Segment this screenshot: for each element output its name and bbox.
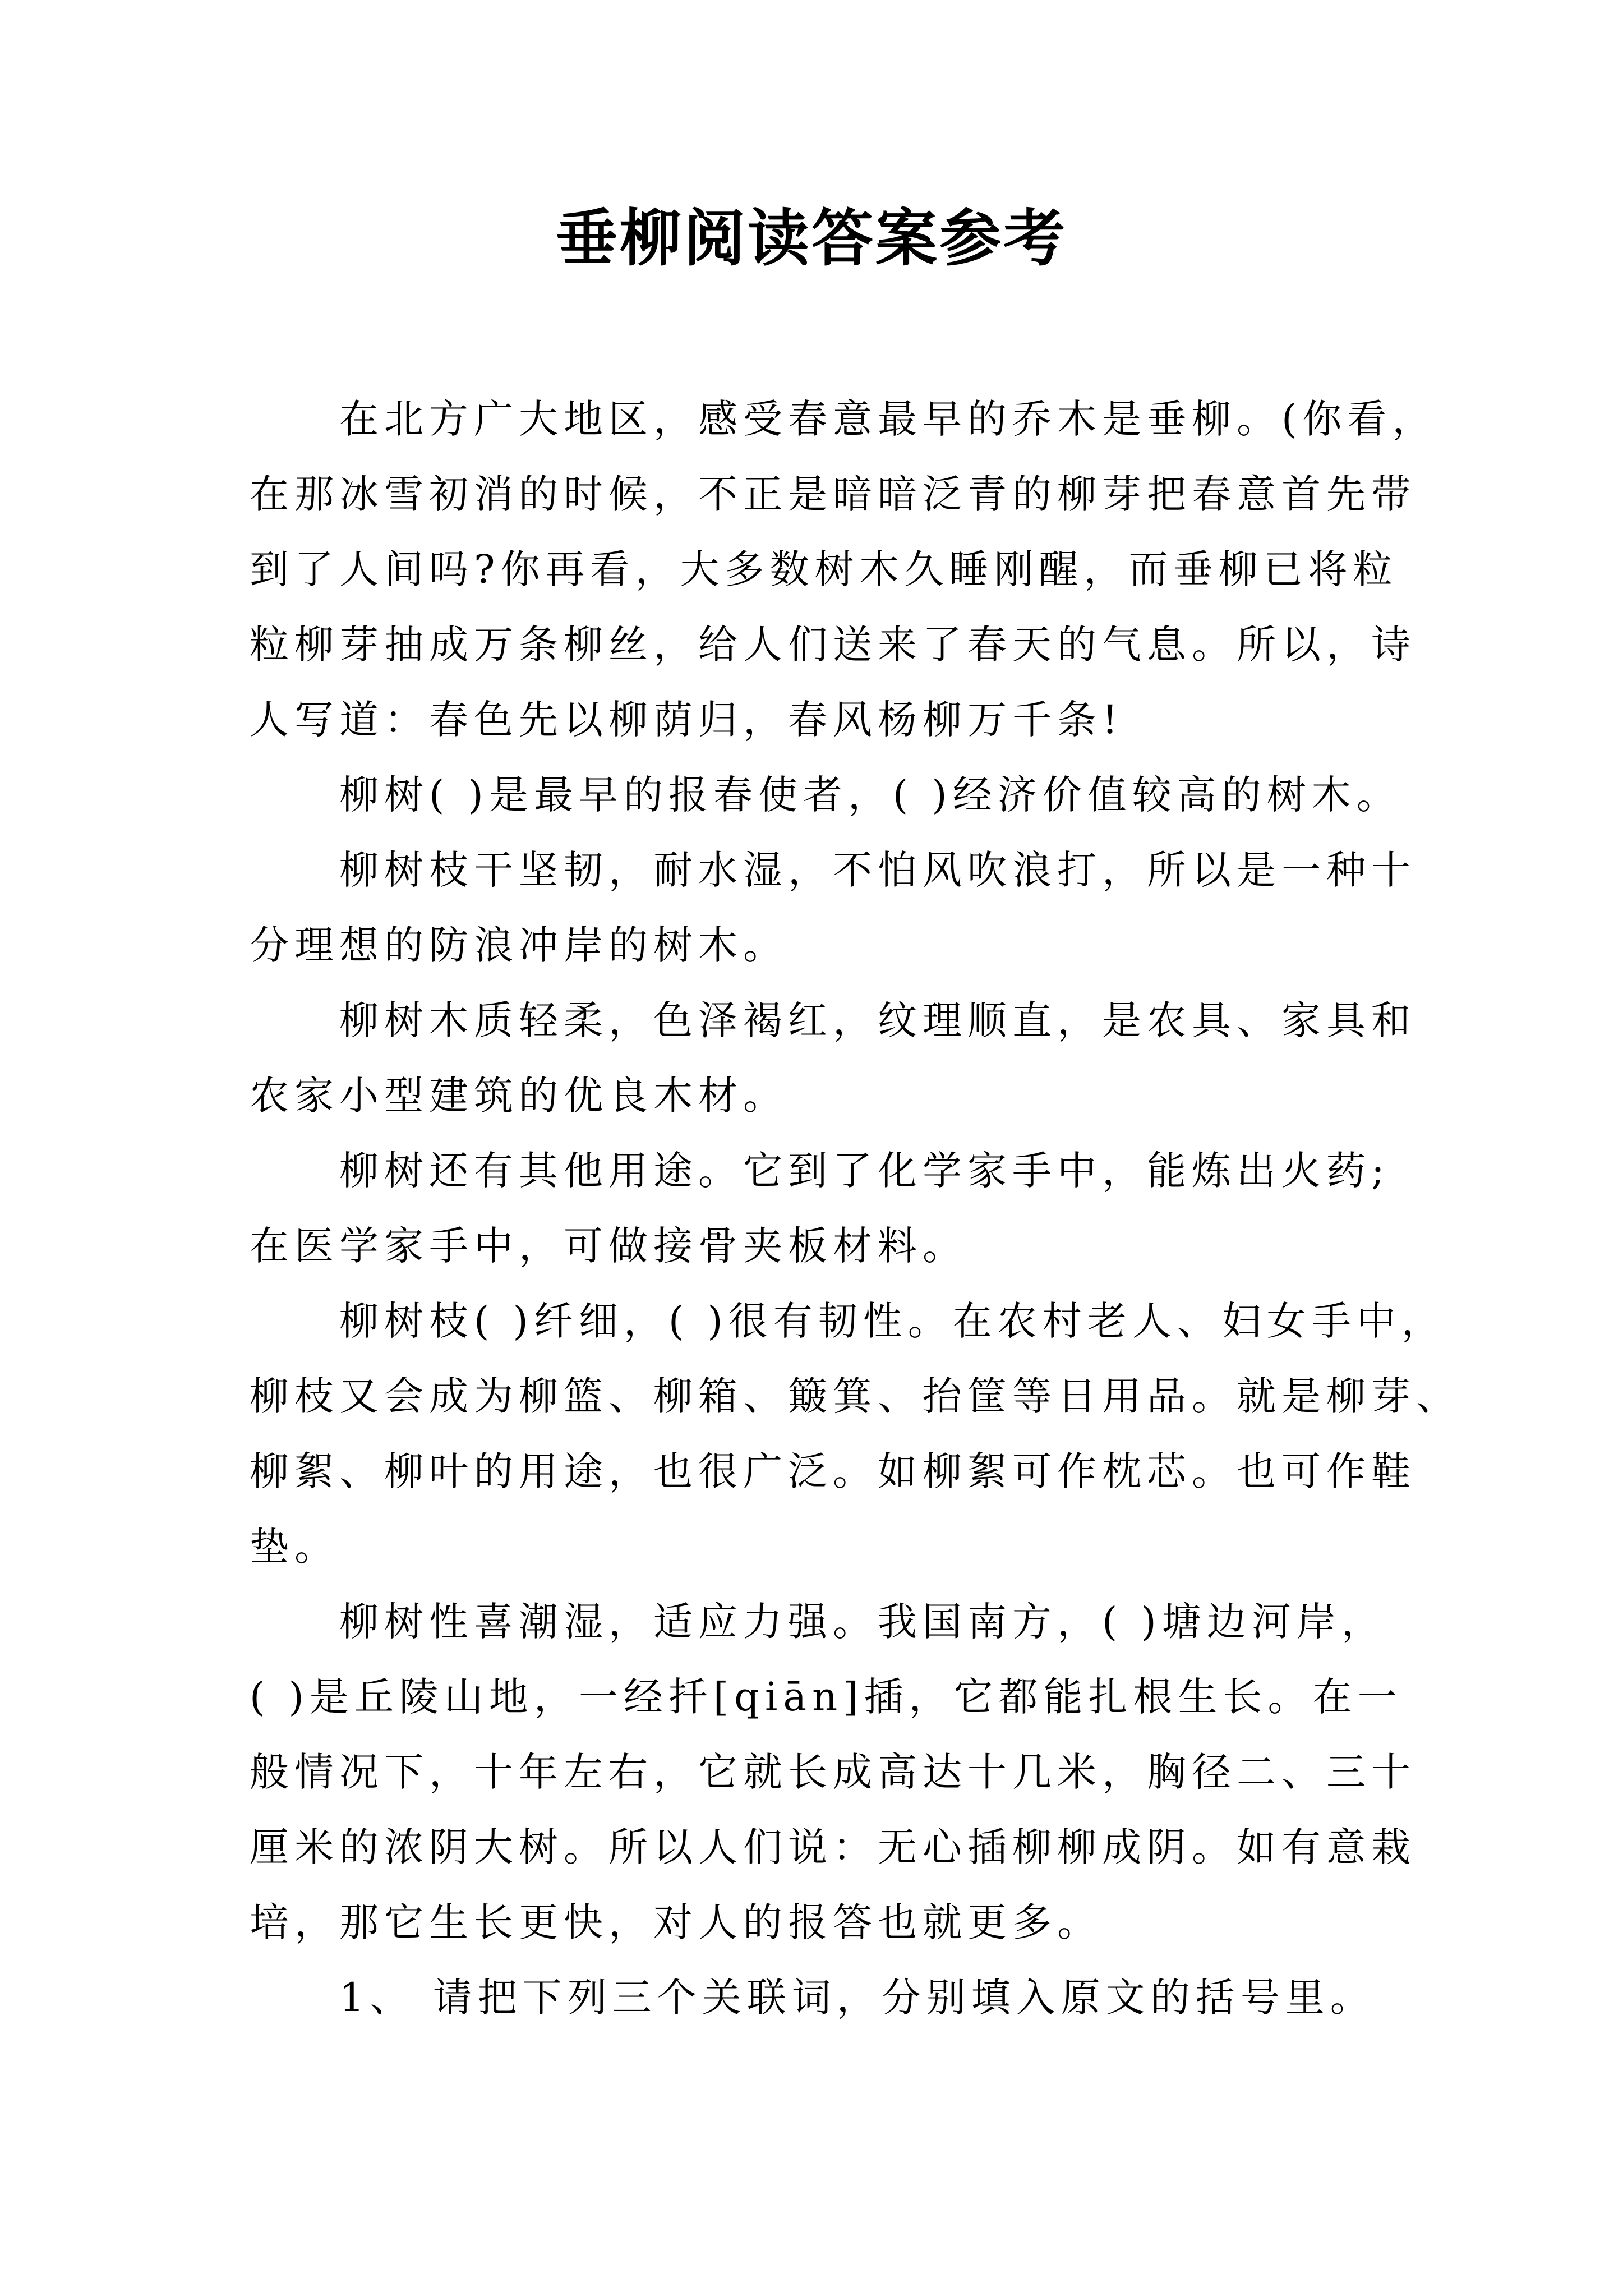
text-line: 柳树枝( )纤细，( )很有韧性。在农村老人、妇女手中， xyxy=(339,1298,1446,1344)
text-line: 柳枝又会成为柳篮、柳箱、簸箕、抬筐等日用品。就是柳芽、 xyxy=(250,1373,1461,1419)
document-body xyxy=(250,381,1461,2035)
text-line: 柳树( )是最早的报春使者，( )经济价值较高的树木。 xyxy=(339,772,1401,818)
document-title: 垂柳阅读答案参考 xyxy=(556,202,1067,274)
text-line: 垫。 xyxy=(250,1524,339,1570)
text-line: 在那冰雪初消的时候，不正是暗暗泛青的柳芽把春意首先带 xyxy=(250,471,1416,517)
text-line: 人写道：春色先以柳荫归，春风杨柳万千条! xyxy=(250,697,1124,743)
text-line: 培，那它生长更快，对人的报答也就更多。 xyxy=(250,1899,1102,1945)
text-line: 柳树还有其他用途。它到了化学家手中，能炼出火药; xyxy=(339,1148,1390,1194)
text-line: 农家小型建筑的优良木材。 xyxy=(250,1073,788,1119)
text-line: 柳树枝干坚韧，耐水湿，不怕风吹浪打，所以是一种十 xyxy=(339,847,1416,893)
text-line: 分理想的防浪冲岸的树木。 xyxy=(250,922,788,968)
text-line: 在北方广大地区，感受春意最早的乔木是垂柳。(你看， xyxy=(339,396,1437,442)
text-line: 般情况下，十年左右，它就长成高达十几米，胸径二、三十 xyxy=(250,1749,1416,1795)
text-line: 在医学家手中，可做接骨夹板材料。 xyxy=(250,1223,967,1269)
text-line: 粒柳芽抽成万条柳丝，给人们送来了春天的气息。所以，诗 xyxy=(250,622,1416,668)
text-line: 柳树木质轻柔，色泽褐红，纹理顺直，是农具、家具和 xyxy=(339,997,1416,1043)
text-line: 到了人间吗?你再看，大多数树木久睡刚醒，而垂柳已将粒 xyxy=(250,546,1398,592)
text-line: 柳树性喜潮湿，适应力强。我国南方，( )塘边河岸， xyxy=(339,1599,1386,1645)
text-line: 厘米的浓阴大树。所以人们说：无心插柳柳成阴。如有意栽 xyxy=(250,1824,1416,1870)
text-line: 1、 请把下列三个关联词，分别填入原文的括号里。 xyxy=(339,1975,1375,2021)
text-line: 柳絮、柳叶的用途，也很广泛。如柳絮可作枕芯。也可作鞋 xyxy=(250,1448,1416,1494)
text-line: ( )是丘陵山地，一经扦[qiān]插，它都能扎根生长。在一 xyxy=(250,1674,1403,1720)
